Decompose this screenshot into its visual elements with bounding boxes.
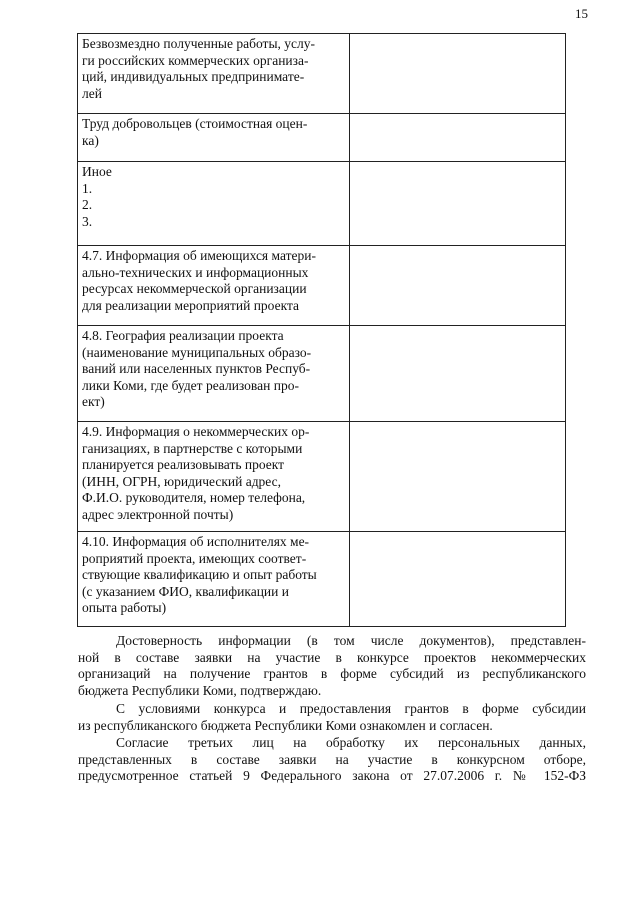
table-row	[78, 246, 566, 326]
row-label-line: планируется реализовывать проект	[82, 457, 285, 473]
row-label-line: лей	[82, 85, 102, 101]
row-label-line: Труд добровольцев (стоимостная оцен-	[82, 116, 308, 131]
row-label-line: (ИНН, ОГРН, юридический адрес,	[82, 473, 282, 489]
paragraph-line: Согласие третьих лиц на обработку их персональных данных,	[116, 735, 586, 750]
table-row	[78, 326, 566, 422]
paragraph-line: представленных в составе заявки на участие в конкурсном отборе,	[78, 751, 586, 767]
row-label-cell	[78, 162, 350, 246]
row-value-cell[interactable]	[350, 326, 566, 422]
row-label-line: роприятий проекта, имеющих соответ-	[82, 550, 307, 566]
paragraph-line: ной в составе заявки на участие в конкурсе проектов некоммерческих	[78, 649, 586, 665]
page-number: 15	[575, 6, 588, 21]
row-label-line: ганизациях, в партнерстве с которыми	[82, 440, 303, 456]
row-label-line: ресурсах некоммерческой организации	[82, 281, 307, 297]
paragraph-conditions-agreement	[78, 701, 586, 734]
paragraph-line: бюджета Республики Коми, подтверждаю.	[78, 682, 322, 698]
row-label-line: 4.8. География реализации проекта	[82, 328, 284, 343]
row-label-line: 3.	[82, 213, 93, 229]
row-value-cell[interactable]	[350, 422, 566, 532]
row-label-line: адрес электронной почты)	[82, 506, 234, 522]
row-label-line: ги российских коммерческих организа-	[82, 52, 309, 68]
row-label-line: ка)	[82, 132, 99, 148]
row-label-line: ствующие квалификацию и опыт работы	[82, 567, 317, 583]
row-label-line: ально-технических и информационных	[82, 264, 309, 280]
row-label-line: 4.10. Информация об исполнителях ме-	[82, 534, 310, 549]
row-label-cell	[78, 532, 350, 627]
table-row	[78, 34, 566, 114]
row-value-cell[interactable]	[350, 34, 566, 114]
row-label-line: (с указанием ФИО, квалификации и	[82, 583, 289, 599]
row-value-cell[interactable]	[350, 162, 566, 246]
row-label-cell	[78, 114, 350, 162]
row-label-cell	[78, 326, 350, 422]
paragraph-line: организаций на получение грантов в форме субсидий из республиканского	[78, 666, 586, 682]
row-label-line: 4.9. Информация о некоммерческих ор-	[82, 424, 310, 439]
paragraph-third-party-consent	[78, 735, 586, 785]
row-label-line: для реализации мероприятий проекта	[82, 297, 300, 313]
row-label-line: (наименование муниципальных образо-	[82, 344, 312, 360]
table-row	[78, 532, 566, 627]
row-value-cell[interactable]	[350, 246, 566, 326]
paragraph-line: С условиями конкурса и предоставления грантов в форме субсидии	[116, 701, 586, 716]
row-label-line: Ф.И.О. руководителя, номер телефона,	[82, 490, 306, 506]
row-label-line: 4.7. Информация об имеющихся матери-	[82, 248, 316, 263]
row-value-cell[interactable]	[350, 532, 566, 627]
row-label-line: ваний или населенных пунктов Респуб-	[82, 361, 311, 377]
row-label-line: опыта работы)	[82, 600, 167, 616]
paragraph-line: из республиканского бюджета Республики Коми ознакомлен и согласен.	[78, 717, 493, 733]
row-label-cell	[78, 34, 350, 114]
row-label-cell	[78, 246, 350, 326]
table-row	[78, 422, 566, 532]
row-label-line: 1.	[82, 180, 93, 196]
table-row	[78, 162, 566, 246]
row-label-line: Безвозмездно полученные работы, услу-	[82, 36, 316, 51]
paragraph-line: предусмотренное статьей 9 Федерального закона от 27.07.2006 г. № 152-ФЗ	[78, 768, 586, 784]
paragraph-information-reliability	[78, 633, 586, 699]
application-form-table	[77, 33, 566, 627]
row-label-cell	[78, 422, 350, 532]
row-label-line: 2.	[82, 197, 93, 213]
paragraph-line: Достоверность информации (в том числе документов), представлен-	[116, 633, 586, 648]
row-label-line: Иное	[82, 164, 112, 179]
table-row	[78, 114, 566, 162]
row-label-line: лики Коми, где будет реализован про-	[82, 377, 299, 393]
row-label-line: ект)	[82, 394, 105, 410]
row-label-line: ций, индивидуальных предпринимате-	[82, 69, 305, 85]
row-value-cell[interactable]	[350, 114, 566, 162]
